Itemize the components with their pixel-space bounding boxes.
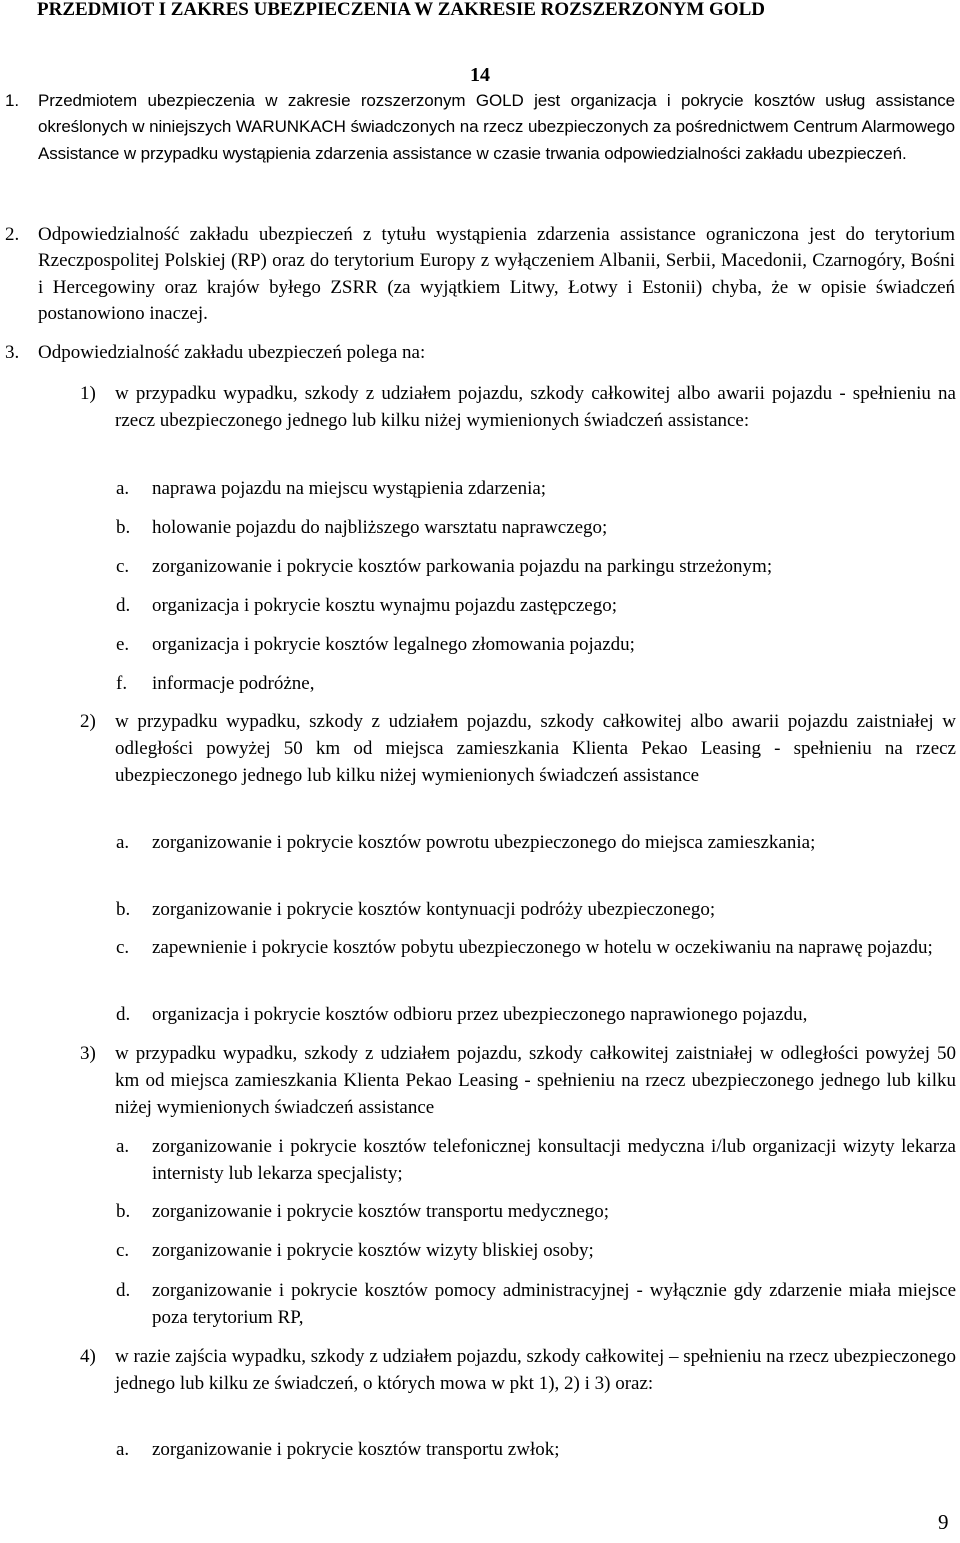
section-number: 14 <box>470 64 490 86</box>
page-number: 9 <box>938 1510 949 1534</box>
item-letter: a. <box>116 1136 130 1157</box>
list-item <box>116 934 956 961</box>
list-item <box>116 1237 956 1264</box>
list-item <box>116 514 956 541</box>
item-letter: c. <box>116 1240 130 1261</box>
item-letter: e. <box>116 634 130 655</box>
paragraph-text: Przedmiotem ubezpieczenia w zakresie rozszerzonym GOLD jest organizacja i pokrycie kosztów usług assistance określonych w niniejszych WARUNKACH świadczonych na rzecz ubezpieczonych za pośrednictwem Centrum Alarmowego Assistance w przypadku wystąpienia zdarzenia assistance w czasie trwania odpowiedzialności zakładu ubezpieczeń. <box>38 91 955 163</box>
paragraph-text: Odpowiedzialność zakładu ubezpieczeń polega na: <box>38 342 426 363</box>
paragraph-number: 1. <box>5 91 19 110</box>
item-letter: f. <box>116 673 128 694</box>
list-item <box>116 631 956 658</box>
item-letter: c. <box>116 556 130 577</box>
item-letter: b. <box>116 517 131 538</box>
item-text: organizacja i pokrycie kosztów odbioru przez ubezpieczonego naprawionego pojazdu, <box>152 1004 808 1025</box>
list-item <box>116 592 956 619</box>
item-letter: c. <box>116 937 130 958</box>
item-letter: d. <box>116 1280 131 1301</box>
item-text: zorganizowanie i pokrycie kosztów telefonicznej konsultacji medyczna i/lub organizacji wizyty lekarza internisty lub lekarza specjalisty; <box>152 1136 956 1184</box>
list-item <box>116 553 956 580</box>
list-item <box>116 829 956 856</box>
subsection-1 <box>80 380 956 434</box>
paragraph-number: 3. <box>5 342 20 363</box>
item-text: zapewnienie i pokrycie kosztów pobytu ubezpieczonego w hotelu w oczekiwaniu na naprawę pojazdu; <box>152 937 933 958</box>
subsection-2 <box>80 708 956 789</box>
item-letter: b. <box>116 899 131 920</box>
list-item <box>116 1198 956 1225</box>
list-item <box>116 1436 956 1463</box>
item-letter: b. <box>116 1201 131 1222</box>
item-text: informacje podróżne, <box>152 673 315 694</box>
list-item <box>116 896 956 923</box>
item-text: zorganizowanie i pokrycie kosztów pomocy administracyjnej - wyłącznie gdy zdarzenie miała miejsce poza terytorium RP, <box>152 1280 956 1328</box>
item-text: zorganizowanie i pokrycie kosztów wizyty bliskiej osoby; <box>152 1240 594 1261</box>
subsection-text: w przypadku wypadku, szkody z udziałem pojazdu, szkody całkowitej albo awarii pojazdu - spełnieniu na rzecz ubezpieczonego jednego lub kilku niżej wymienionych świadczeń assistance: <box>115 383 956 431</box>
item-letter: d. <box>116 1004 131 1025</box>
item-text: organizacja i pokrycie kosztów legalnego złomowania pojazdu; <box>152 634 635 655</box>
item-text: zorganizowanie i pokrycie kosztów transportu zwłok; <box>152 1439 560 1460</box>
item-text: zorganizowanie i pokrycie kosztów transportu medycznego; <box>152 1201 610 1222</box>
subsection-text: w przypadku wypadku, szkody z udziałem pojazdu, szkody całkowitej zaistniałej w odległości powyżej 50 km od miejsca zamieszkania Klienta Pekao Leasing - spełnieniu na rzecz ubezpieczonego jednego lub kilku niżej wymienionych świadczeń assistance <box>115 1043 956 1118</box>
list-item <box>116 475 956 502</box>
subsection-text: w razie zajścia wypadku, szkody z udziałem pojazdu, szkody całkowitej – spełnieniu na rzecz ubezpieczonego jednego lub kilku ze świadczeń, o których mowa w pkt 1), 2) i 3) oraz: <box>115 1346 956 1394</box>
item-letter: d. <box>116 595 131 616</box>
item-letter: a. <box>116 478 130 499</box>
subsection-number: 3) <box>80 1043 96 1064</box>
page-title: PRZEDMIOT I ZAKRES UBEZPIECZENIA W ZAKRESIE ROZSZERZONYM GOLD <box>37 0 765 20</box>
list-item <box>116 1133 956 1187</box>
subsection-3 <box>80 1040 956 1121</box>
item-letter: a. <box>116 832 130 853</box>
paragraph-text: Odpowiedzialność zakładu ubezpieczeń z tytułu wystąpienia zdarzenia assistance ograniczona jest do terytorium Rzeczpospolitej Polskiej (RP) oraz do terytorium Europy z wyłączeniem Albanii, Serbii, Macedonii, Czarnogóry, Bośni i Hercegowiny oraz krajów byłego ZSRR (za wyjątkiem Litwy, Łotwy i Estonii) chyba, że w opisie świadczeń postanowiono inaczej. <box>38 224 955 325</box>
paragraph-number: 2. <box>5 224 20 245</box>
list-item <box>116 670 956 697</box>
item-text: naprawa pojazdu na miejscu wystąpienia zdarzenia; <box>152 478 547 499</box>
paragraph-2 <box>5 222 955 328</box>
item-text: zorganizowanie i pokrycie kosztów parkowania pojazdu na parkingu strzeżonym; <box>152 556 773 577</box>
subsection-number: 4) <box>80 1346 96 1367</box>
list-item <box>116 1001 956 1028</box>
subsection-number: 1) <box>80 383 96 404</box>
item-text: organizacja i pokrycie kosztu wynajmu pojazdu zastępczego; <box>152 595 617 616</box>
subsection-text: w przypadku wypadku, szkody z udziałem pojazdu, szkody całkowitej albo awarii pojazdu zaistniałej w odległości powyżej 50 km od miejsca zamieszkania Klienta Pekao Leasing - spełnieniu na rzecz ubezpieczonego jednego lub kilku niżej wymienionych świadczeń assistance <box>115 711 956 786</box>
paragraph-1 <box>5 88 955 167</box>
list-item <box>116 1277 956 1331</box>
subsection-4 <box>80 1343 956 1397</box>
paragraph-3 <box>5 340 955 366</box>
subsection-number: 2) <box>80 711 96 732</box>
item-text: zorganizowanie i pokrycie kosztów kontynuacji podróży ubezpieczonego; <box>152 899 716 920</box>
item-text: zorganizowanie i pokrycie kosztów powrotu ubezpieczonego do miejsca zamieszkania; <box>152 832 816 853</box>
item-letter: a. <box>116 1439 130 1460</box>
item-text: holowanie pojazdu do najbliższego warsztatu naprawczego; <box>152 517 608 538</box>
